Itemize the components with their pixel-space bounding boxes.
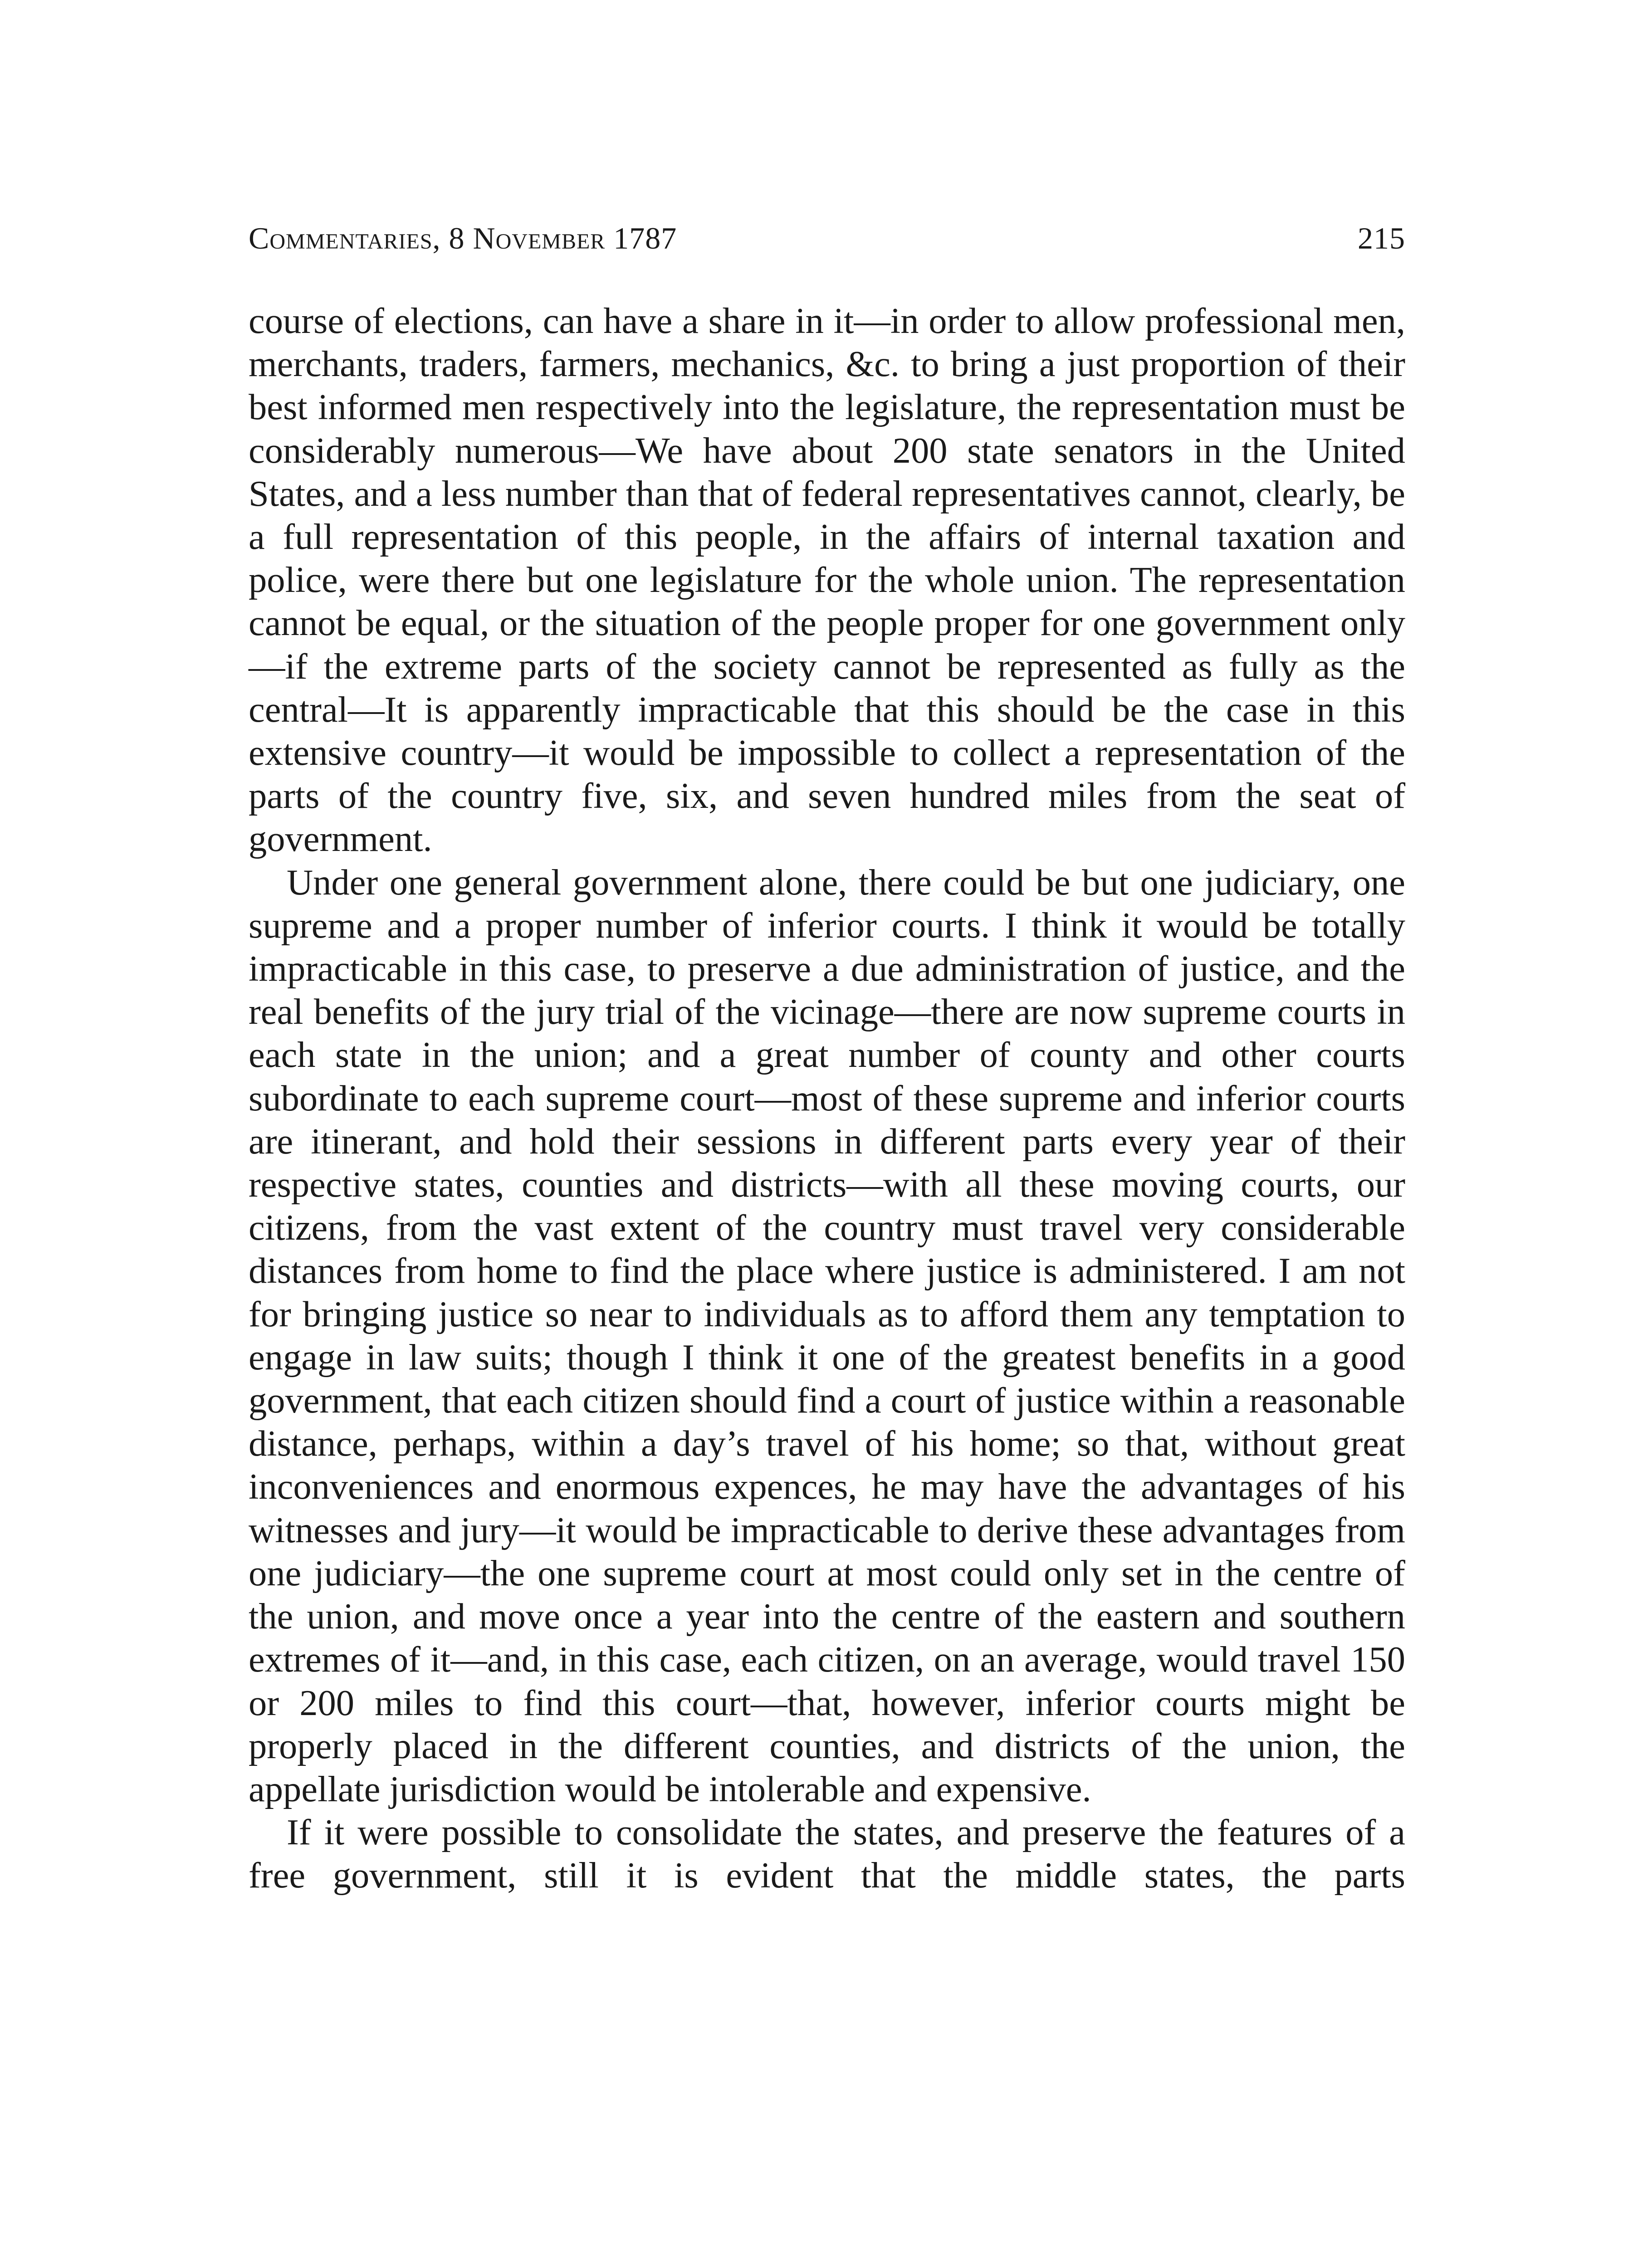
paragraph-continued: course of elections, can have a share in it—in order to allow professional men, merchants, traders, farmers, mechanics, &c. to bring a just proportion of their best informed men respectively into the legislature, the representation must be considerably numerous—We have about 200 state senators in the United States, and a less number than that of federal representatives cannot, clearly, be a full representation of this people, in the affairs of internal taxation and police, were there but one legislature for the whole union. The representation cannot be equal, or the situation of the people proper for one government only—if the extreme parts of the society cannot be represented as fully as the central—It is apparently impracticable that this should be the case in this extensive country—it would be impossible to collect a representation of the parts of the country five, six, and seven hundred miles from the seat of government. (249, 301, 1405, 860)
running-title: Commentaries, 8 November 1787 (249, 221, 677, 255)
running-header (249, 213, 1405, 263)
body-text (249, 299, 1405, 1897)
page-number: 215 (1358, 221, 1405, 255)
paragraph-consolidation: If it were possible to consolidate the states, and preserve the features of a free government, still it is evident that the middle states, the parts (249, 1812, 1405, 1896)
paragraph-judiciary: Under one general government alone, there could be but one judiciary, one supreme and a proper number of inferior courts. I think it would be totally impracticable in this case, to preserve a due administration of justice, and the real benefits of the jury trial of the vicinage—there are now supreme courts in each state in the union; and a great number of county and other courts subordinate to each supreme court—most of these supreme and inferior courts are itinerant, and hold their sessions in different parts every year of their respective states, counties and districts—with all these moving courts, our citizens, from the vast extent of the country must travel very considerable distances from home to find the place where justice is administered. I am not for bringing justice so near to individuals as to afford them any temptation to engage in law suits; though I think it one of the greatest benefits in a good government, that each citizen should find a court of justice within a reasonable distance, perhaps, within a day’s travel of his home; so that, without great inconveniences and enormous expences, he may have the advantages of his witnesses and jury—it would be impracticable to derive these advantages from one judiciary—the one supreme court at most could only set in the centre of the union, and move once a year into the centre of the eastern and southern extremes of it—and, in this case, each citizen, on an average, would travel 150 or 200 miles to find this court—that, however, inferior courts might be properly placed in the different counties, and districts of the union, the appellate jurisdiction would be intolerable and expensive. (249, 862, 1405, 1809)
